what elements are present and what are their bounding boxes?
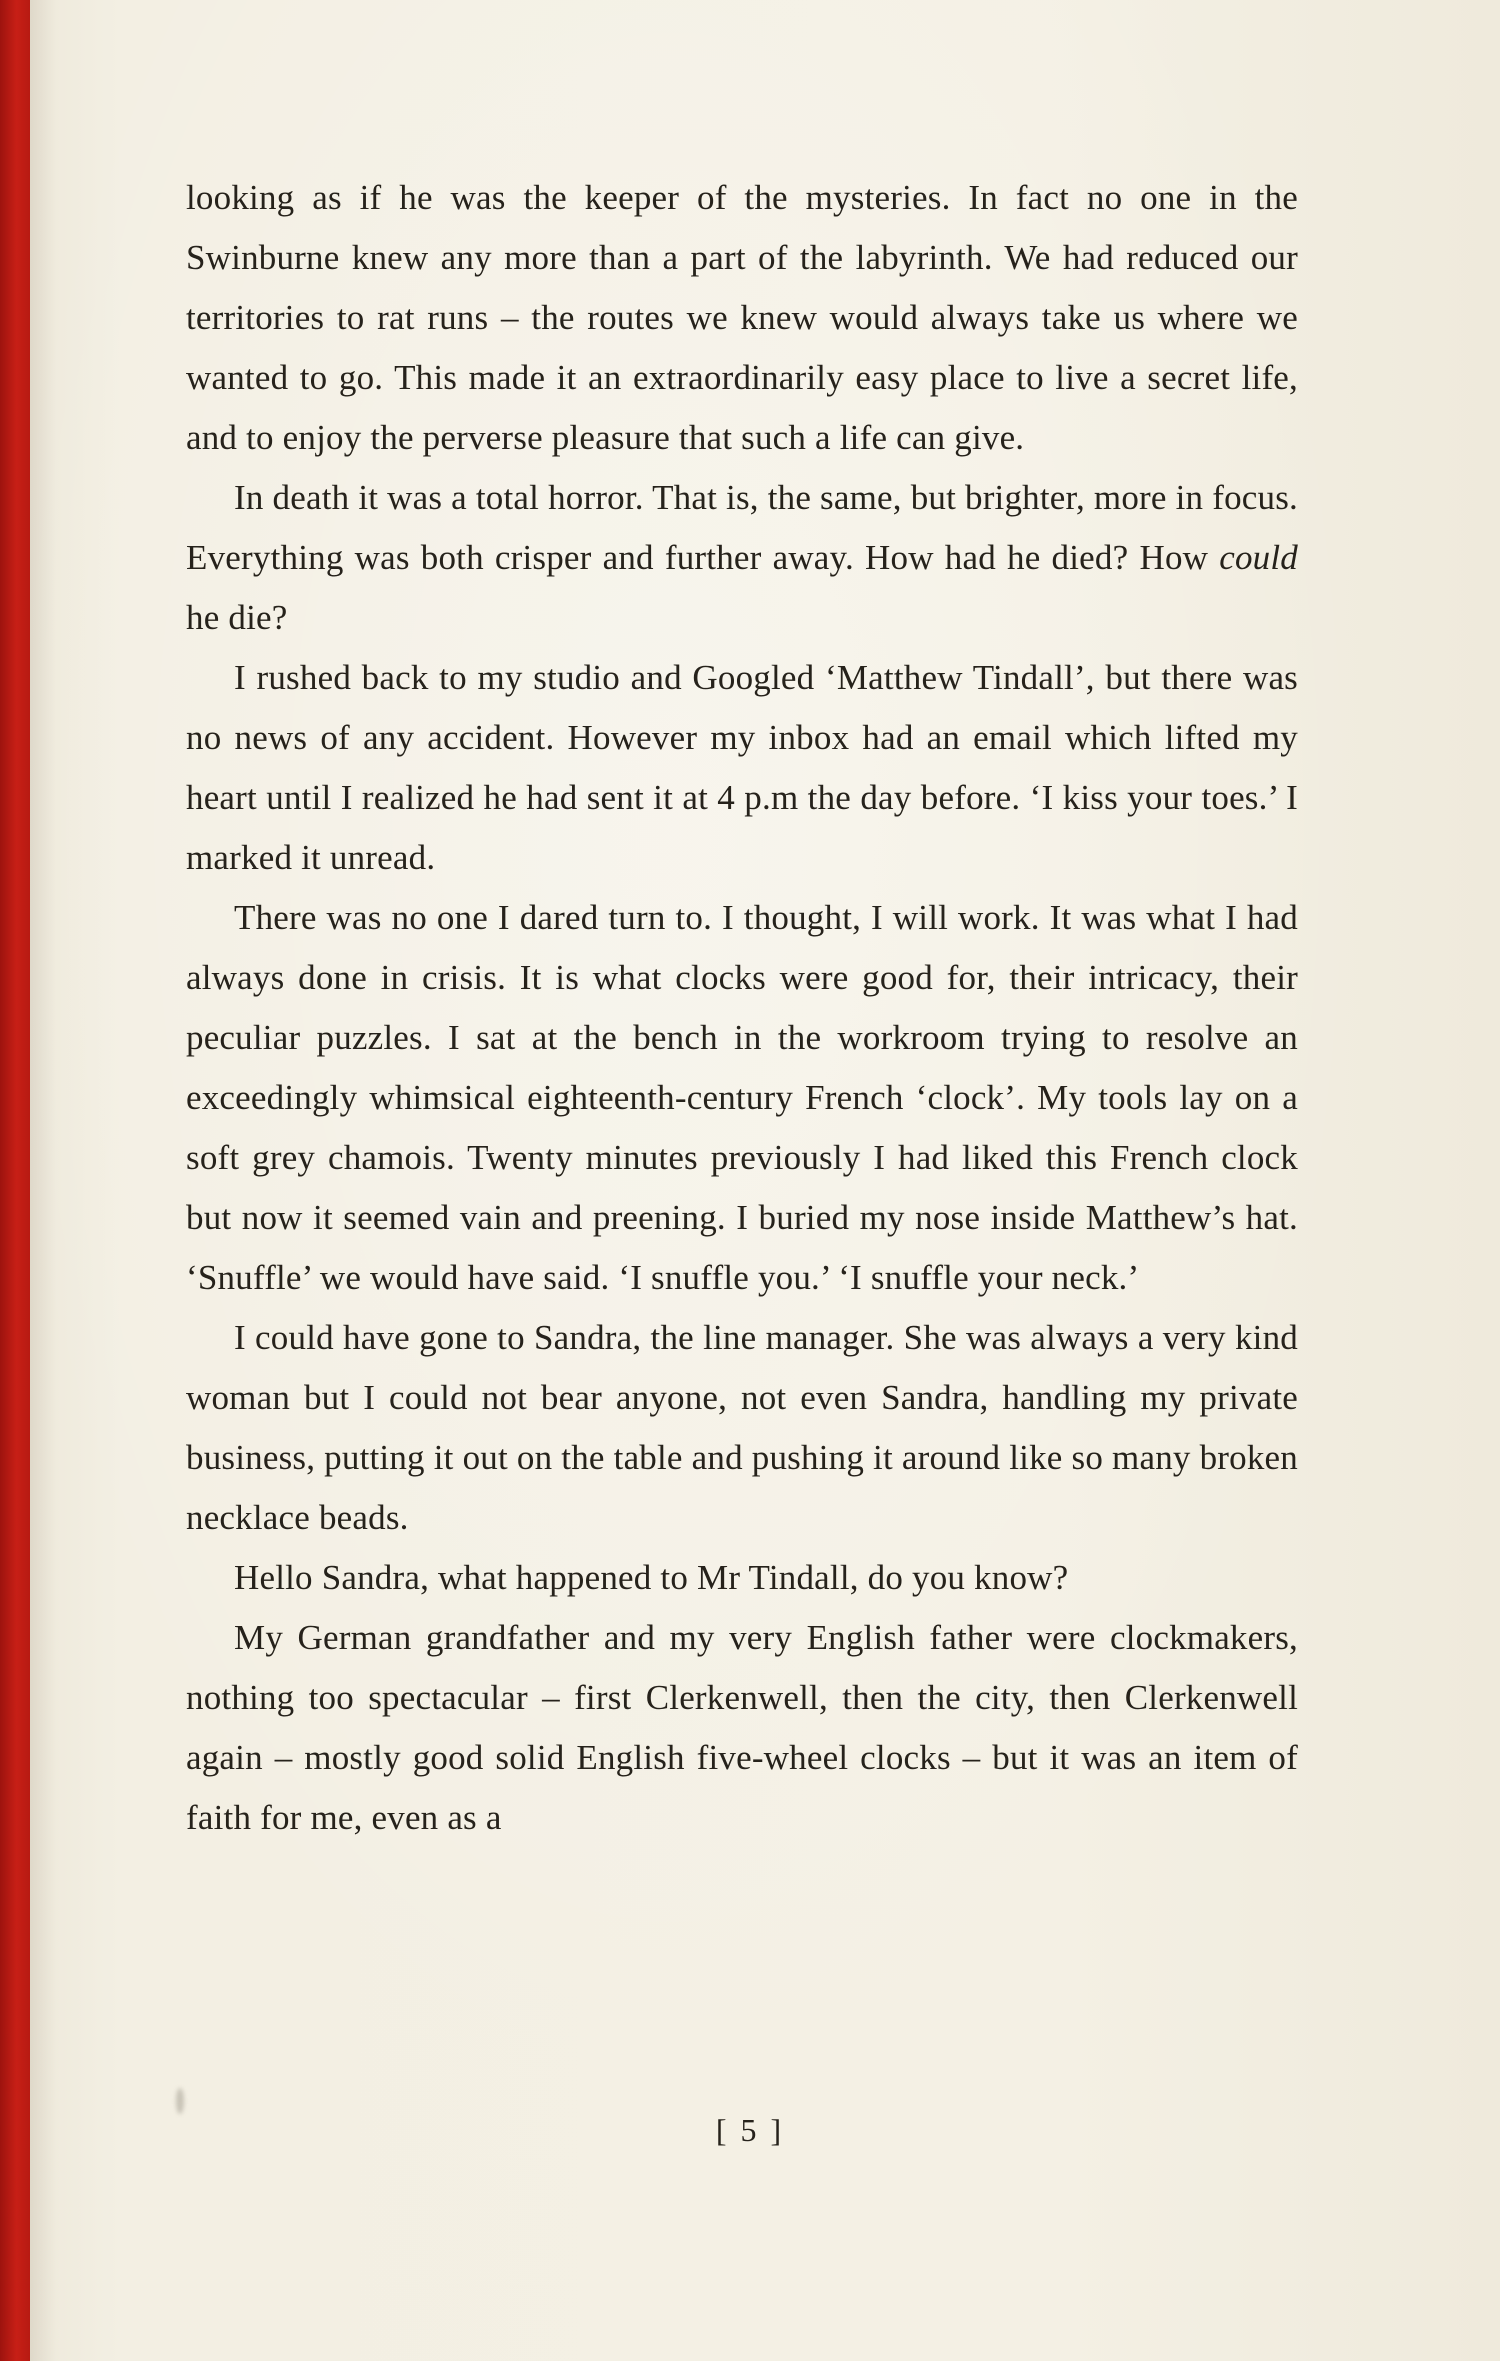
paragraph [186,1608,1298,1848]
paragraph [186,468,1298,648]
paragraph [186,888,1298,1308]
paragraph [186,648,1298,888]
body-text: I rushed back to my studio and Googled ‘Matthew Tindall’, but there was no news of any accident. However my inbox had an email which lifted my heart until I realized he had sent it at 4 p.m the day before. ‘I kiss your toes.’ I marked it unread. [186,658,1298,877]
page-text [186,168,1298,1848]
paragraph [186,168,1298,468]
body-text: I could have gone to Sandra, the line manager. She was always a very kind woman but I could not bear anyone, not even Sandra, handling my private business, putting it out on the table and pushing it around like so many broken necklace beads. [186,1318,1298,1537]
paragraph [186,1308,1298,1548]
body-text: My German grandfather and my very English father were clockmakers, nothing too spectacular – first Clerkenwell, then the city, then Clerkenwell again – mostly good solid English five-wheel clocks – but it was an item of faith for me, even as a [186,1618,1298,1837]
italic-text: could [1219,538,1298,577]
page-gutter-shadow [30,0,56,2361]
body-text: Hello Sandra, what happened to Mr Tindall, do you know? [234,1558,1069,1597]
page-number: [ 5 ] [715,2112,785,2148]
body-text: In death it was a total horror. That is, the same, but brighter, more in focus. Everything was both crisper and further away. How had he died? How [186,478,1298,577]
body-text: he die? [186,598,288,637]
scan-smudge [176,2088,184,2114]
page-edge-stripe [0,0,30,2361]
paragraph [186,1548,1298,1608]
body-text: looking as if he was the keeper of the mysteries. In fact no one in the Swinburne knew any more than a part of the labyrinth. We had reduced our territories to rat runs – the routes we knew would always take us where we wanted to go. This made it an extraordinarily easy place to live a secret life, and to enjoy the perverse pleasure that such a life can give. [186,178,1298,457]
body-text: There was no one I dared turn to. I thought, I will work. It was what I had always done in crisis. It is what clocks were good for, their intricacy, their peculiar puzzles. I sat at the bench in the workroom trying to resolve an exceedingly whimsical eighteenth-century French ‘clock’. My tools lay on a soft grey chamois. Twenty minutes previously I had liked this French clock but now it seemed vain and preening. I buried my nose inside Matthew’s hat. ‘Snuffle’ we would have said. ‘I snuffle you.’ ‘I snuffle your neck.’ [186,898,1298,1297]
